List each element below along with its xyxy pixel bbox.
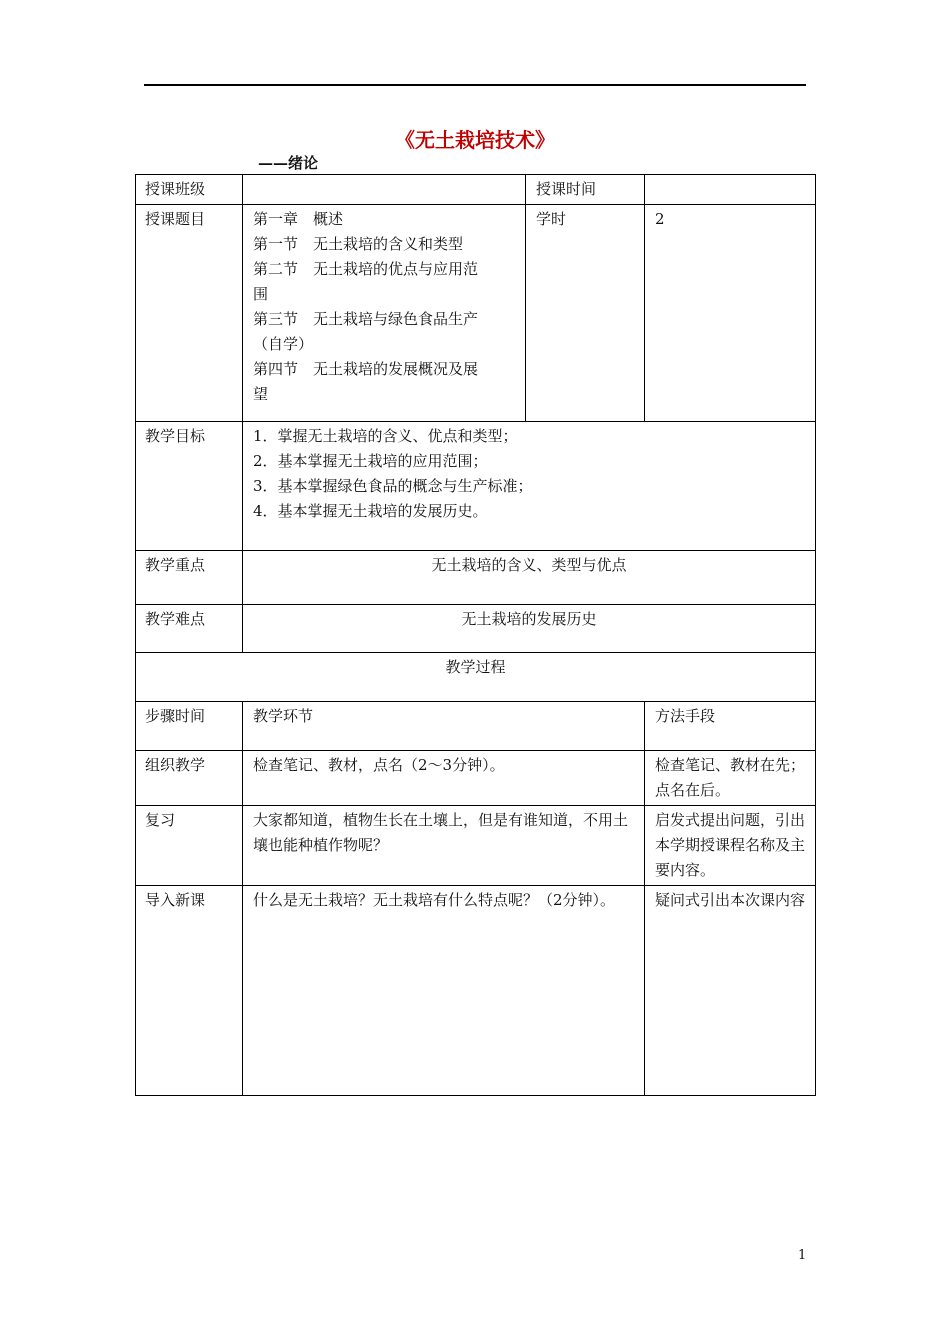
focus-row — [136, 551, 816, 605]
topic-line: 第一章 概述 — [253, 210, 344, 228]
topic-line: 第一节 无土栽培的含义和类型 — [253, 235, 464, 253]
hours-value: 2 — [645, 205, 816, 422]
page-number: 1 — [798, 1248, 807, 1263]
difficulty-value: 无土栽培的发展历史 — [243, 605, 816, 653]
steps-header-row — [136, 702, 816, 751]
step-content: 检查笔记、教材，点名（2～3分钟）。 — [243, 751, 645, 806]
step-method: 疑问式引出本次课内容 — [645, 886, 816, 1096]
step-name: 组织教学 — [136, 751, 243, 806]
topic-line: 第二节 无土栽培的优点与应用范 — [253, 260, 479, 278]
topic-label: 授课题目 — [136, 205, 243, 422]
focus-value: 无土栽培的含义、类型与优点 — [243, 551, 816, 605]
topic-content — [243, 205, 526, 422]
time-label: 授课时间 — [526, 175, 645, 205]
step-row — [136, 886, 816, 1096]
method-column-header: 方法手段 — [645, 702, 816, 751]
process-row — [136, 653, 816, 702]
goal-line: 2．基本掌握无土栽培的应用范围； — [253, 452, 488, 470]
class-label: 授课班级 — [136, 175, 243, 205]
step-content: 什么是无土栽培？无土栽培有什么特点呢？（2分钟）。 — [243, 886, 645, 1096]
goal-content — [243, 422, 816, 551]
goal-label: 教学目标 — [136, 422, 243, 551]
step-name: 导入新课 — [136, 886, 243, 1096]
hours-label: 学时 — [526, 205, 645, 422]
class-value — [243, 175, 526, 205]
goal-line: 4．基本掌握无土栽培的发展历史。 — [253, 502, 488, 520]
difficulty-label: 教学难点 — [136, 605, 243, 653]
document-subtitle: ——绪论 — [258, 154, 319, 172]
header-rule — [144, 84, 806, 86]
topic-line: 围 — [253, 285, 269, 303]
step-content: 大家都知道，植物生长在土壤上，但是有谁知道，不用土壤也能种植作物呢？ — [243, 806, 645, 886]
process-heading: 教学过程 — [136, 653, 816, 702]
time-value — [645, 175, 816, 205]
lesson-plan-table — [135, 174, 816, 1096]
step-row — [136, 806, 816, 886]
topic-line: 望 — [253, 385, 269, 403]
step-row — [136, 751, 816, 806]
class-row — [136, 175, 816, 205]
step-method: 启发式提出问题，引出本学期授课程名称及主要内容。 — [645, 806, 816, 886]
topic-line: （自学） — [253, 335, 314, 353]
topic-line: 第三节 无土栽培与绿色食品生产 — [253, 310, 479, 328]
topic-row — [136, 205, 816, 422]
goal-line: 3．基本掌握绿色食品的概念与生产标准； — [253, 477, 533, 495]
topic-line: 第四节 无土栽培的发展概况及展 — [253, 360, 479, 378]
link-column-header: 教学环节 — [243, 702, 645, 751]
document-title: 《无土栽培技术》 — [395, 128, 555, 152]
step-method: 检查笔记、教材在先；点名在后。 — [645, 751, 816, 806]
difficulty-row — [136, 605, 816, 653]
goal-row — [136, 422, 816, 551]
step-column-header: 步骤时间 — [136, 702, 243, 751]
goal-line: 1．掌握无土栽培的含义、优点和类型； — [253, 427, 518, 445]
step-name: 复习 — [136, 806, 243, 886]
focus-label: 教学重点 — [136, 551, 243, 605]
